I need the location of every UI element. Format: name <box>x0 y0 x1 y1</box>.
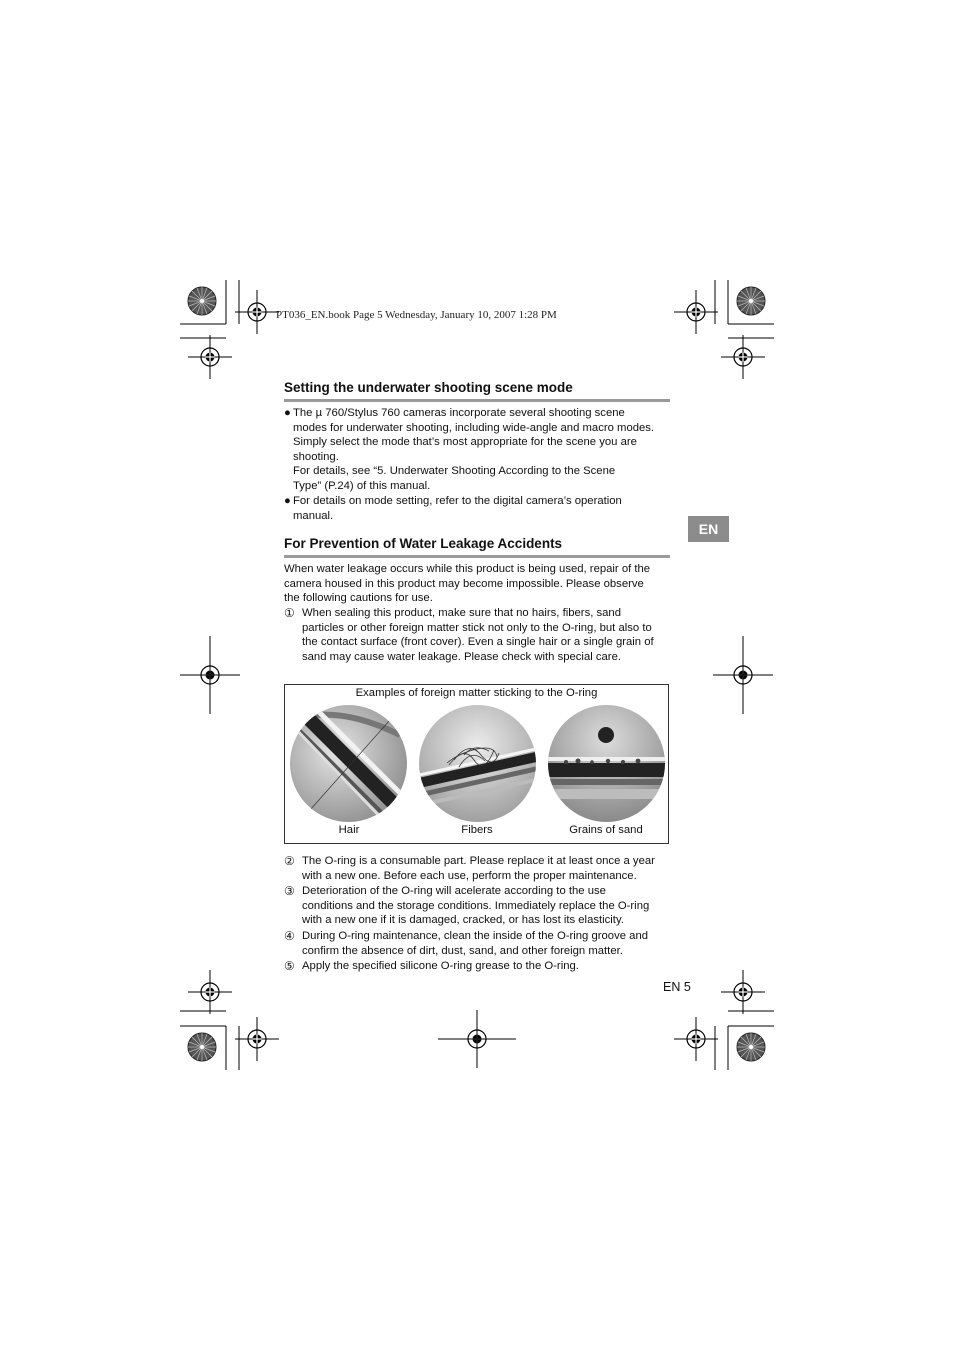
numbered-item-5 <box>284 959 674 974</box>
list-item-line: sand may cause water leakage. Please check with special care. <box>302 650 621 663</box>
numbered-item-4 <box>284 929 674 958</box>
list-item-line: When sealing this product, make sure that no hairs, fibers, sand <box>302 607 621 619</box>
photo-label-fibers: Fibers <box>461 824 493 836</box>
paragraph-line: When water leakage occurs while this product is being used, repair of the <box>284 563 651 575</box>
list-item-line: Apply the specified silicone O-ring grease to the O-ring. <box>302 960 579 972</box>
list-item-line: conditions and the storage conditions. Immediately replace the O-ring <box>302 899 650 912</box>
fibers-photo <box>419 705 536 822</box>
list-item-line: The O-ring is a consumable part. Please replace it at least once a year <box>302 855 655 867</box>
registration-mark-icon <box>235 1017 279 1061</box>
figure-caption: Examples of foreign matter sticking to the O-ring <box>355 687 598 699</box>
section-title-scene-mode: Setting the underwater shooting scene mode <box>284 380 573 395</box>
list-item-line: The µ 760/Stylus 760 cameras incorporate several shooting scene <box>293 407 625 419</box>
color-target-icon <box>188 1033 216 1061</box>
item-number: ④ <box>284 929 295 943</box>
bullet-icon: ● <box>284 407 291 419</box>
list-item-line: manual. <box>293 509 334 522</box>
numbered-item-1 <box>284 606 674 664</box>
section-title-water-leakage: For Prevention of Water Leakage Accidents <box>284 536 563 551</box>
photo-label-hair: Hair <box>338 824 360 836</box>
list-item-line: with a new one if it is damaged, cracked, or has lost its elasticity. <box>302 914 624 927</box>
sand-photo <box>548 705 665 822</box>
file-info-header: PT036_EN.book Page 5 Wednesday, January 10, 2007 1:28 PM <box>276 309 557 321</box>
numbered-item-2 <box>284 854 674 883</box>
color-target-icon <box>737 1033 765 1061</box>
intro-paragraph <box>284 562 674 606</box>
color-target-icon <box>188 287 216 315</box>
foreign-matter-figure <box>284 684 669 844</box>
list-item-line: For details, see “5. Underwater Shooting According to the Scene <box>293 465 616 478</box>
paragraph-line: camera housed in this product may become impossible. Please observe <box>284 577 644 590</box>
registration-mark-icon <box>721 970 765 1014</box>
list-item-line: During O-ring maintenance, clean the inside of the O-ring groove and <box>302 930 649 942</box>
item-number: ② <box>284 854 295 868</box>
list-item-line: Deterioration of the O-ring will acelerate according to the use <box>302 885 606 897</box>
list-item-line: particles or other foreign matter stick not only to the O-ring, but also to <box>302 621 652 634</box>
color-target-icon <box>737 287 765 315</box>
list-item-line: modes for underwater shooting, including wide-angle and macro modes. <box>293 421 655 434</box>
list-item <box>284 406 674 494</box>
list-item-line: For details on mode setting, refer to the digital camera’s operation <box>293 495 622 507</box>
numbered-item-3 <box>284 884 674 928</box>
registration-mark-icon <box>674 290 718 334</box>
list-item-line: with a new one. Before each use, perform the proper maintenance. <box>302 869 637 882</box>
hair-photo <box>290 705 407 822</box>
paragraph-line: the following cautions for use. <box>284 592 433 605</box>
list-item-line: the contact surface (front cover). Even a single hair or a single grain of <box>302 636 654 649</box>
section-rule <box>284 399 670 402</box>
registration-mark-icon <box>188 335 232 379</box>
registration-mark-icon <box>235 290 279 334</box>
language-tab: EN <box>688 516 729 542</box>
page-number: EN 5 <box>663 980 691 994</box>
item-number: ③ <box>284 884 295 898</box>
item-number: ① <box>284 606 295 620</box>
registration-mark-icon <box>188 970 232 1014</box>
photo-label-grains-of-sand: Grains of sand <box>569 824 643 836</box>
registration-mark-icon <box>721 335 765 379</box>
list-item-line: Type” (P.24) of this manual. <box>293 479 431 492</box>
registration-mark-icon <box>674 1017 718 1061</box>
item-number: ⑤ <box>284 959 295 973</box>
list-item <box>284 494 674 523</box>
list-item-line: Simply select the mode that’s most appropriate for the scene you are <box>293 436 637 449</box>
list-item-line: shooting. <box>293 450 339 463</box>
bullet-icon: ● <box>284 495 291 507</box>
list-item-line: confirm the absence of dirt, dust, sand, and other foreign matter. <box>302 944 623 957</box>
section-rule <box>284 555 670 558</box>
